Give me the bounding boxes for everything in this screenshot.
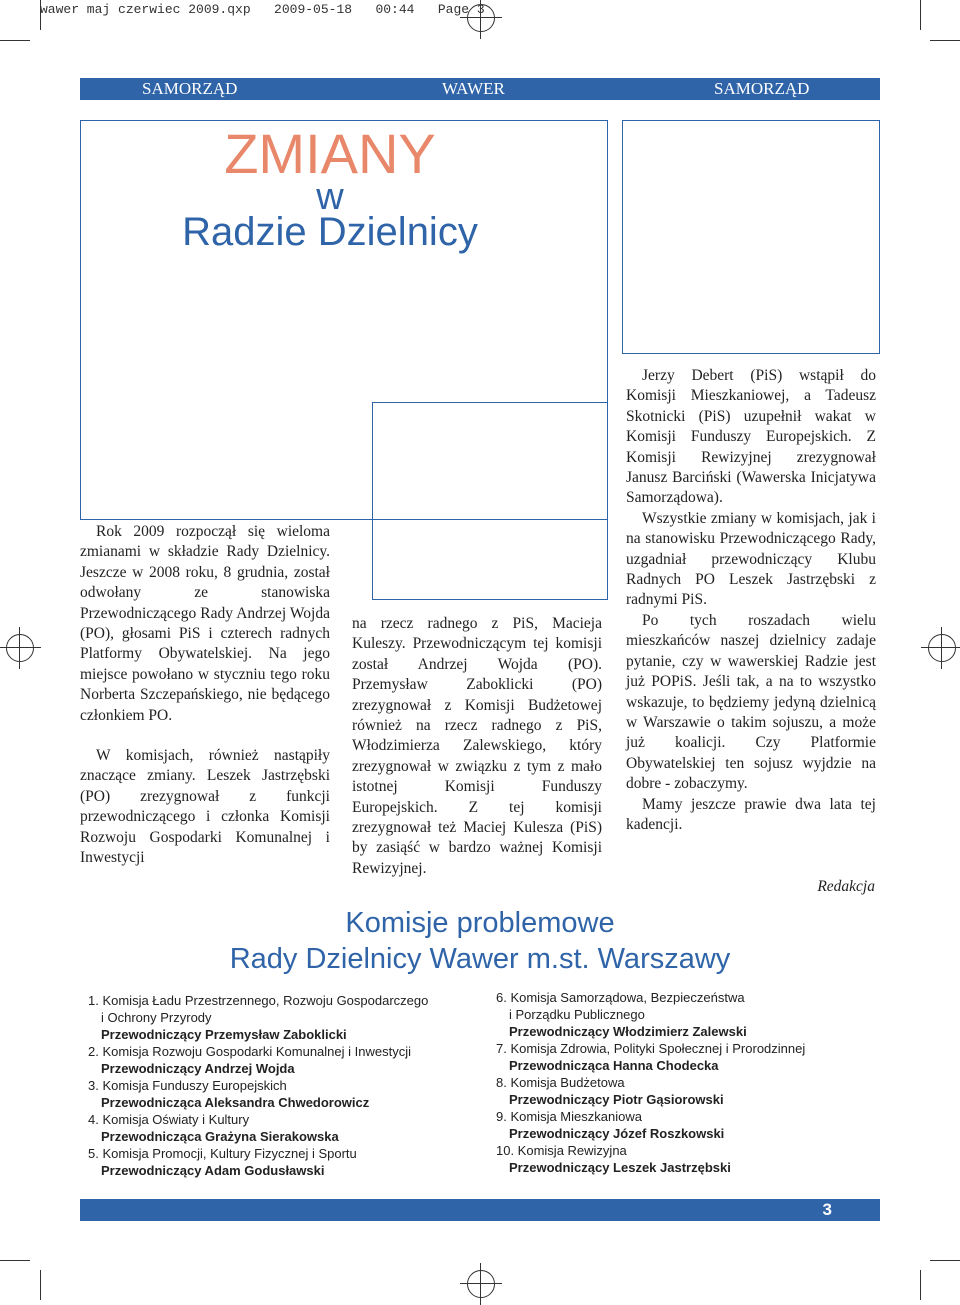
commission-name-cont: i Porządku Publicznego [509,1007,645,1022]
article-title: ZMIANY [224,122,436,185]
commission-chair: Przewodnicząca Hanna Chodecka [509,1058,719,1073]
commission-name: 1. Komisja Ładu Przestrzennego, Rozwoju Gospodarczego [88,993,429,1008]
commission-item [88,1111,488,1145]
paragraph: Jerzy Debert (PiS) wstąpił do Komisji Mieszkaniowej, a Tadeusz Skotnicki (PiS) uzupełnił wakat w Komisji Funduszy Europejskich. Z Komisji Rewizyjnej zrezygnował Janusz Barciński (Wawerska Inicjatywa Samorządowa). [626,367,876,507]
commission-chair: Przewodniczący Włodzimierz Zalewski [509,1024,747,1039]
commission-item [88,1043,488,1077]
commission-name: 2. Komisja Rozwoju Gospodarki Komunalnej i Inwestycji [88,1044,411,1059]
commissions-list-left [88,992,488,1179]
header-bar [80,78,880,100]
commission-name: 8. Komisja Budżetowa [496,1075,625,1090]
commission-chair: Przewodniczący Józef Roszkowski [509,1126,725,1141]
header-section-left: SAMORZĄD [142,79,238,98]
paragraph: W komisjach, również nastąpiły znaczące zmiany. Leszek Jastrzębski (PO) zrezygnował z funkcji przewodniczącego i członka Komisji Rozwoju Gospodarki Komunalnej i Inwestycji [80,747,330,867]
crop-mark [920,1270,921,1300]
article-column-2 [352,614,602,879]
commission-name: 9. Komisja Mieszkaniowa [496,1109,642,1124]
crop-mark [930,40,960,41]
commission-name: 4. Komisja Oświaty i Kultury [88,1112,250,1127]
commission-item [88,992,488,1043]
crop-mark [40,1270,41,1300]
commission-name: 7. Komisja Zdrowia, Polityki Społecznej i Prorodzinnej [496,1041,806,1056]
crop-mark [0,1260,30,1261]
photo-frame-top-right [622,120,880,354]
commission-chair: Przewodniczący Przemysław Zaboklicki [101,1027,347,1042]
article-title-connector: w [316,176,344,218]
crop-mark [930,1260,960,1261]
commissions-list-right [496,989,880,1176]
signature: Redakcja [817,878,875,895]
commission-chair: Przewodnicząca Grażyna Sierakowska [101,1129,339,1144]
footer-bar [80,1199,880,1221]
crop-mark [40,0,41,30]
commissions-title [80,905,880,977]
commission-name-cont: i Ochrony Przyrody [101,1010,212,1025]
paragraph: Mamy jeszcze prawie dwa lata tej kadencji. [626,795,876,833]
page-number: 3 [822,1200,832,1219]
commission-item [496,989,880,1040]
paragraph: Rok 2009 rozpoczął się wieloma zmianami w składzie Rady Dzielnicy. Jeszcze w 2008 roku, 8 grudnia, został odwołany ze stanowiska Przewodniczącego Rady Andrzej Wojda (PO), głosami PiS i czterech radnych Platformy Obywatelskiej. Na jego miejsce powołano w styczniu tego roku Norberta Szczepańskiego, nie będącego członkiem PO. [80,523,330,724]
registration-mark-left [6,634,34,662]
commission-item [496,1074,880,1108]
commission-chair: Przewodniczący Leszek Jastrzębski [509,1160,731,1175]
commissions-title-line-1: Komisje problemowe [345,907,615,939]
article-column-1 [80,522,330,869]
registration-mark-bottom [467,1270,495,1298]
crop-mark [0,40,30,41]
paragraph: Wszystkie zmiany w komisjach, jak i na stanowisku Przewodniczącego Rady, uzgadniał przewodniczący Klubu Radnych PO Leszek Jastrzębski z radnymi PiS. [626,509,876,609]
commission-item [496,1108,880,1142]
commission-item [496,1040,880,1074]
commission-chair: Przewodnicząca Aleksandra Chwedorowicz [101,1095,370,1110]
crop-mark [920,0,921,30]
commission-chair: Przewodniczący Andrzej Wojda [101,1061,295,1076]
commissions-title-line-2: Rady Dzielnicy Wawer m.st. Warszawy [229,943,731,975]
commission-item [496,1142,880,1176]
article-column-3 [626,366,876,835]
commission-item [88,1145,488,1179]
photo-frame-middle [372,402,608,600]
registration-mark-top [467,4,495,32]
header-section-right: SAMORZĄD [714,79,810,98]
paragraph: na rzecz radnego z PiS, Macieja Kuleszy. Przewodniczącym tej komisji został Andrzej Wojda (PO). Przemysław Zaboklicki (PO) zrezygnował z Komisji Budżetowej również na rzecz radnego z PiS, Włodzimierza Zalewskiego, który zrezygnował w związku z tym z mało istotnej Komisji Funduszy Europejskich. Z tej komisji zrezygnował też Maciej Kulesza (PiS) by zasiąść w bardzo ważnej Komisji Rewizyjnej. [352,615,602,877]
commission-name: 10. Komisja Rewizyjna [496,1143,627,1158]
commission-name: 5. Komisja Promocji, Kultury Fizycznej i Sportu [88,1146,357,1161]
slug-line: wawer maj czerwiec 2009.qxp 2009-05-18 00:44 Page 3 [40,2,485,17]
article-subtitle: Radzie Dzielnicy [182,210,478,254]
commission-item [88,1077,488,1111]
paragraph: Po tych roszadach wielu mieszkańców naszej dzielnicy zadaje pytanie, czy w wawerskiej Radzie jest już POPiS. Jeśli tak, a na to wszystko wskazuje, to będziemy jedyną dzielnicą w Warszawie o takim sojuszu, a może już koalicji. Czy Platformie Obywatelskiej ten sojusz wyjdzie na dobre - zobaczymy. [626,611,876,793]
commission-chair: Przewodniczący Adam Godusławski [101,1163,325,1178]
registration-mark-right [928,634,956,662]
commission-name: 6. Komisja Samorządowa, Bezpieczeństwa [496,990,745,1005]
commission-name: 3. Komisja Funduszy Europejskich [88,1078,287,1093]
commission-chair: Przewodniczący Piotr Gąsiorowski [509,1092,724,1107]
header-section-center: WAWER [442,79,505,98]
